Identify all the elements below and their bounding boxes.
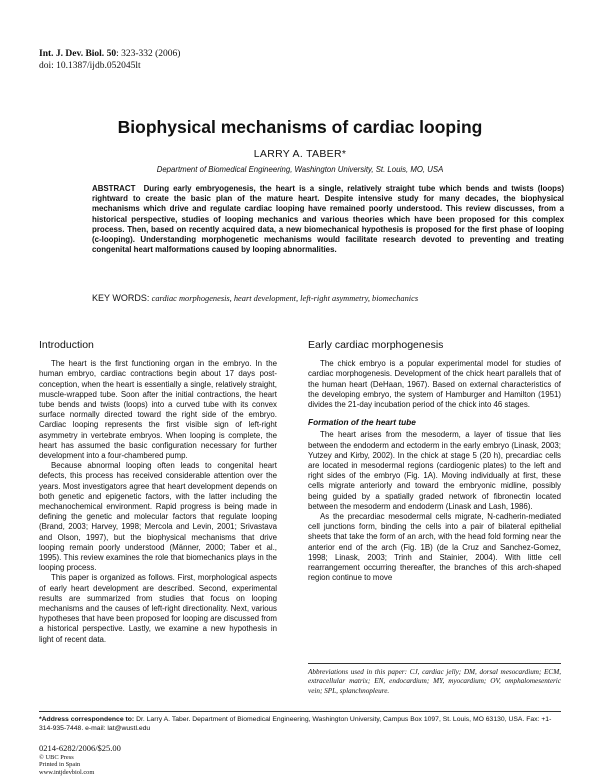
- abbreviations-text: Abbreviations used in this paper: CJ, cardiac jelly; DM, dorsal mesocardium; ECM, extracellular matrix; EN, endocardium; MY, myocardium; OV, omphalomesenteric vein; SPL, splanchnopleure.: [308, 668, 561, 695]
- affiliation: Department of Biomedical Engineering, Washington University, St. Louis, MO, USA: [156, 165, 444, 174]
- printed-in: Printed in Spain: [39, 761, 81, 769]
- paper-title: Biophysical mechanisms of cardiac looping: [117, 117, 483, 137]
- keywords: [92, 293, 564, 303]
- press: © UBC Press: [39, 754, 74, 761]
- abstract-label: ABSTRACT: [92, 184, 136, 193]
- intro-paragraph-2: Because abnormal looping often leads to congenital heart defects, this process has received considerable attention over the years. Most investigators agree that heart development depends on both genetic and epigenetic factors, with the latter including the mechanochemical environment. Rapid progress is being made in defining the genetic and molecular factors that regulate looping (Brand, 2003; Harvey, 1998; Mercola and Levin, 2001; Srivastava and Olson, 1997), but the biophysical mechanisms that drive looping remain poorly understood (Männer, 2000; Taber et al., 1995). This review examines the role that biomechanics plays in the looping process.: [39, 461, 277, 573]
- intro-paragraph-1: The heart is the first functioning organ in the embryo. In the human embryo, cardiac contractions begin about 17 days post-conception, when the heart is essentially a single, relatively straight, muscle-wrapped tube. Soon after the initial contractions, the heart tube bends and twists (loops) into a curved tube with its convex surface normally directed toward the right side of the embryo. Cardiac looping represents the first visible sign of left-right asymmetry in vertebrate embryos. When looping is complete, the heart has assumed the basic configuration necessary for further development into a four-chambered pump.: [39, 359, 277, 461]
- correspondence: [39, 715, 563, 733]
- abbreviations-footnote: [308, 668, 561, 696]
- subsection-heading-heart-tube: Formation of the heart tube: [308, 417, 416, 428]
- correspondence-label: *Address correspondence to:: [39, 716, 135, 723]
- early-morphogenesis-paragraph: The chick embryo is a popular experimental model for studies of cardiac morphogenesis. Development of the chick heart parallels that of the human heart (DeHaan, 1967). Based on external characteristics of the developing embryo, the system of Hamburger and Hamilton (1951) divides the 21-day incubation period of the chick into 46 stages.: [308, 359, 561, 410]
- journal-volume: 50: [106, 49, 117, 59]
- footer-divider: [39, 711, 561, 712]
- heart-tube-paragraph-2: As the precardiac mesodermal cells migrate, N-cadherin-mediated cell junctions form, binding the cells into a pair of bilateral epithelial sheets that take the form of an arch, with the head fold forming near the anterior end of the arch (Fig. 1B) (de la Cruz and Sanchez-Gomez, 1998; Linask, 2003; Trinh and Stainier, 2004). With little cell rearrangement occurring thereafter, the branches of this arch-shaped region continue to move: [308, 512, 561, 583]
- right-column: [308, 340, 561, 583]
- left-column: [39, 340, 277, 645]
- journal-website: www.intjdevbiol.com: [39, 768, 95, 776]
- abstract-text: During early embryogenesis, the heart is a single, relatively straight tube which bends and twists (loops) rightward to create the basic plan of the mature heart. Despite intensive study for many decades, the biophysical mechanisms which drive and regulate cardiac looping have remained poorly understood. This review discusses, from a historical perspective, studies of looping mechanics and various theories which have been proposed for this complex process. Then, based on recently acquired data, a new biomechanical hypothesis is proposed for the first phase of looping (c-looping). Understanding morphogenetic mechanisms would facilitate research devoted to preventing and treating congenital heart malformations caused by looping abnormalities.: [92, 184, 565, 255]
- publisher-block: [39, 754, 94, 776]
- intro-paragraph-3: This paper is organized as follows. First, morphological aspects of early heart development are described. Second, experimental results are summarized from studies that focus on looping mechanisms and the causes of left-right directionality. Next, various hypotheses that have been proposed for looping are discussed from a historical perspective. Lastly, we examine a new hypothesis in light of recent data.: [39, 573, 277, 644]
- author: LARRY A. TABER*: [253, 148, 347, 160]
- section-heading-introduction: Introduction: [39, 339, 94, 351]
- doi: doi: 10.1387/ijdb.052045lt: [39, 61, 141, 71]
- abstract: [92, 184, 564, 255]
- correspondence-text: Dr. Larry A. Taber. Department of Biomedical Engineering, Washington University, Campus Box 1097, St. Louis, MO 63130, USA. Fax: +1-314-935-7448. e-mail: lat@wustl.edu: [39, 716, 552, 733]
- abbreviations-divider: [308, 663, 561, 664]
- keywords-label: KEY WORDS:: [92, 293, 150, 303]
- heart-tube-paragraph-1: The heart arises from the mesoderm, a layer of tissue that lies between the endoderm and ectoderm in the early embryo (Linask, 2003; Yutzey and Kirby, 2002). In the chick at stage 5 (20 h), precardiac cells are located in mesodermal regions (cardiogenic plates) to the left and right sides of the embryo (Fig. 1A). Moving individually at first, these cells migrate anteriorly and toward the embryonic midline, possibly being guided by a spatially graded network of fibronectin located between the mesoderm and endoderm (Linask and Lash, 1986).: [308, 430, 561, 511]
- journal-abbr: Int. J. Dev. Biol.: [39, 49, 105, 59]
- issn-price: 0214-6282/2006/$25.00: [39, 743, 121, 753]
- keywords-text: cardiac morphogenesis, heart development, left-right asymmetry, biomechanics: [151, 294, 419, 303]
- journal-pages-year: : 323-332 (2006): [116, 49, 181, 59]
- journal-citation: [39, 48, 180, 72]
- section-heading-early-morphogenesis: Early cardiac morphogenesis: [308, 339, 444, 351]
